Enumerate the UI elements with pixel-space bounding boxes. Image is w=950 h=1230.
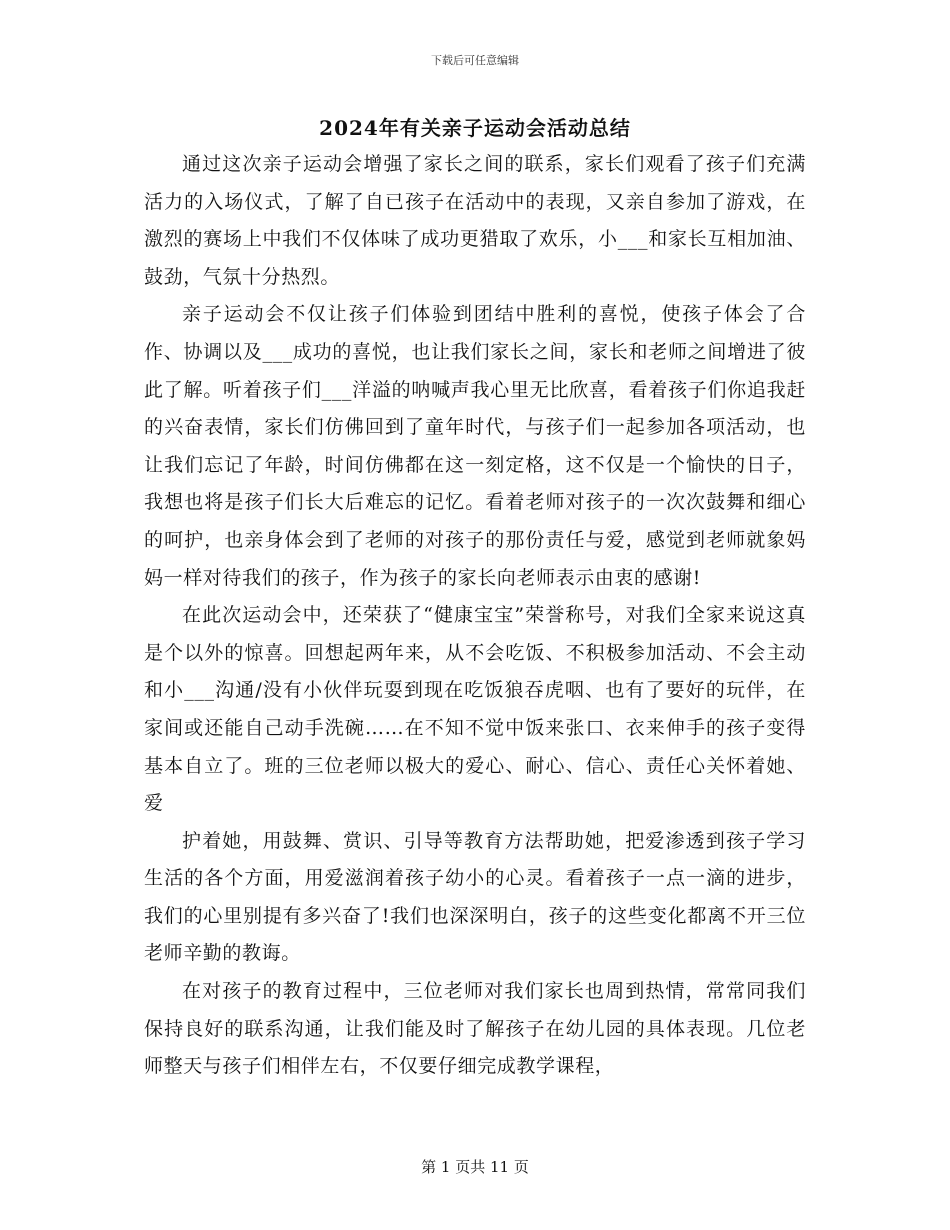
document-body [144,146,806,1086]
paragraph-3: 在此次运动会中，还荣获了“健康宝宝”荣誉称号，对我们全家来说这真是个以外的惊喜。回想起两年来，从不会吃饭、不积极参加活动、不会主动和小___沟通/没有小伙伴玩耍到现在吃饭狼吞虎咽、也有了要好的玩伴，在家间或还能自己动手洗碗……在不知不觉中饭来张口、衣来伸手的孩子变得基本自立了。班的三位老师以极大的爱心、耐心、信心、责任心关怀着她、爱 [144,604,806,815]
document-title: 2024年有关亲子运动会活动总结 [319,116,631,140]
paragraph-1: 通过这次亲子运动会增强了家长之间的联系，家长们观看了孩子们充满活力的入场仪式，了解了自已孩子在活动中的表现，又亲自参加了游戏，在激烈的赛场上中我们不仅体味了成功更猎取了欢乐，小___和家长互相加油、鼓劲，气氛十分热烈。 [144,153,806,288]
page-indicator: 第 1 页共 11 页 [421,1158,529,1176]
paragraph-2: 亲子运动会不仅让孩子们体验到团结中胜利的喜悦，使孩子体会了合作、协调以及___成功的喜悦，也让我们家长之间，家长和老师之间增进了彼此了解。听着孩子们___洋溢的呐喊声我心里无比欣喜，看着孩子们你追我赶的兴奋表情，家长们仿佛回到了童年时代，与孩子们一起参加各项活动，也让我们忘记了年龄，时间仿佛都在这一刻定格，这不仅是一个愉快的日子，我想也将是孩子们长大后难忘的记忆。看着老师对孩子的一次次鼓舞和细心的呵护，也亲身体会到了老师的对孩子的那份责任与爱，感觉到老师就象妈妈一样对待我们的孩子，作为孩子的家长向老师表示由衷的感谢! [144,303,806,589]
paragraph-5: 在对孩子的教育过程中，三位老师对我们家长也周到热情，常常同我们保持良好的联系沟通，让我们能及时了解孩子在幼儿园的具体表现。几位老师整天与孩子们相伴左右，不仅要仔细完成教学课程， [144,980,806,1078]
header-note: 下载后可任意编辑 [431,54,519,67]
paragraph-4: 护着她，用鼓舞、赏识、引导等教育方法帮助她，把爱渗透到孩子学习生活的各个方面，用爱滋润着孩子幼小的心灵。看着孩子一点一滴的进步，我们的心里别提有多兴奋了!我们也深深明白，孩子的这些变化都离不开三位老师辛勤的教诲。 [144,829,806,965]
